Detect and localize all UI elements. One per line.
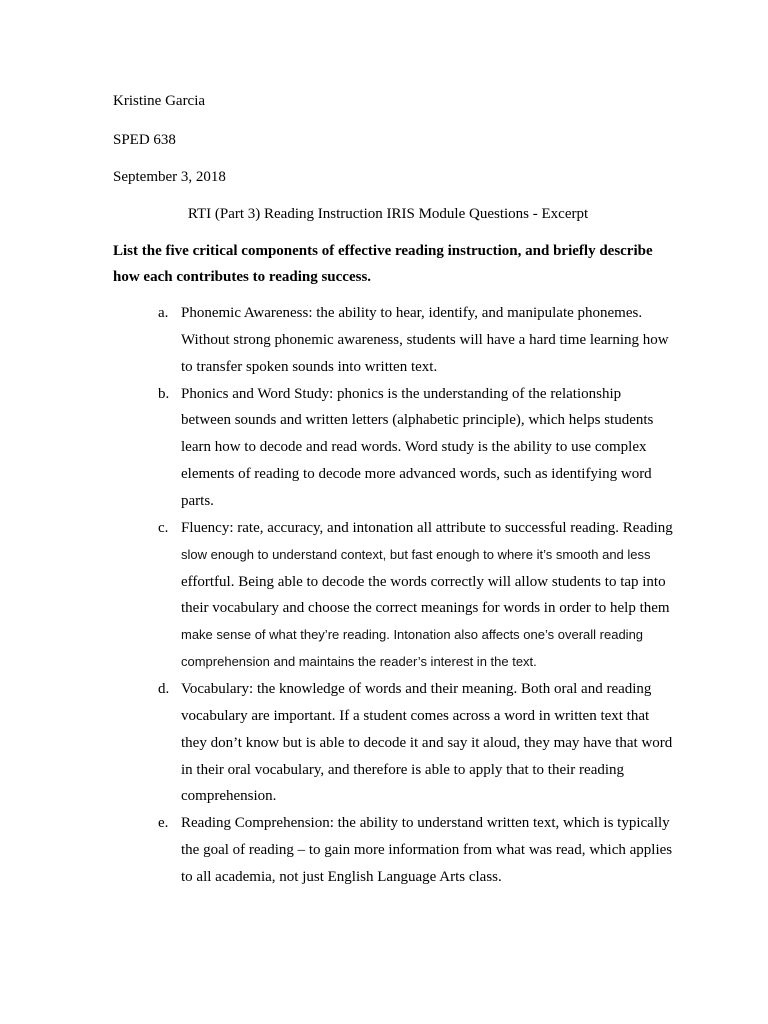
list-item-line: between sounds and written letters (alphabetic principle), which helps students (181, 412, 654, 429)
question-line: how each contributes to reading success. (113, 269, 372, 286)
list-item-d (0, 676, 768, 810)
list-item-c (0, 515, 768, 676)
list-item-line: Without strong phonemic awareness, students will have a hard time learning how (181, 331, 669, 348)
list-item-line: Reading Comprehension: the ability to understand written text, which is typically (181, 815, 670, 832)
list-marker: a. (158, 305, 169, 321)
course-code: SPED 638 (113, 131, 176, 148)
list-item-line: make sense of what they’re reading. Intonation also affects one’s overall reading (181, 627, 644, 643)
list-item-b (0, 381, 768, 515)
list-item-e (0, 810, 768, 891)
question-prompt (113, 238, 653, 292)
list-marker: e. (158, 815, 169, 832)
list-item-line: effortful. Being able to decode the words correctly will allow students to tap into (181, 573, 666, 590)
list-item-a (0, 300, 768, 381)
list-marker: c. (158, 519, 169, 536)
document-title: RTI (Part 3) Reading Instruction IRIS Module Questions - Excerpt (187, 205, 589, 222)
list-item-line: Fluency: rate, accuracy, and intonation all attribute to successful reading. Reading (181, 519, 673, 536)
answer-list (0, 300, 768, 891)
list-marker: b. (158, 385, 170, 402)
list-item-line: elements of reading to decode more advanced words, such as identifying word (181, 466, 652, 483)
author-name: Kristine Garcia (113, 92, 206, 109)
list-item-line: comprehension. (181, 788, 277, 805)
list-item-line: parts. (181, 493, 214, 510)
list-item-line: Phonics and Word Study: phonics is the understanding of the relationship (181, 385, 622, 402)
question-line: List the five critical components of effective reading instruction, and briefly describe (113, 242, 653, 259)
list-item-line: learn how to decode and read words. Word study is the ability to use complex (181, 439, 647, 456)
list-item-line: Vocabulary: the knowledge of words and their meaning. Both oral and reading (181, 681, 652, 698)
list-item-line: they don’t know but is able to decode it and say it aloud, they may have that word (181, 734, 673, 751)
list-item-line: Phonemic Awareness: the ability to hear, identify, and manipulate phonemes. (181, 305, 643, 321)
list-item-line: in their oral vocabulary, and therefore is able to apply that to their reading (181, 761, 625, 778)
list-marker: d. (158, 681, 170, 698)
list-item-line: the goal of reading – to gain more information from what was read, which applies (181, 842, 673, 859)
list-item-line: comprehension and maintains the reader’s interest in the text. (181, 654, 537, 670)
list-item-line: to all academia, not just English Language Arts class. (181, 869, 502, 886)
list-item-line: to transfer spoken sounds into written text. (181, 358, 438, 375)
list-item-line: vocabulary are important. If a student comes across a word in written text that (181, 707, 650, 724)
list-item-line: their vocabulary and choose the correct meanings for words in order to help them (181, 600, 670, 617)
document-date: September 3, 2018 (113, 168, 226, 185)
list-item-line: slow enough to understand context, but fast enough to where it’s smooth and less (181, 546, 651, 562)
